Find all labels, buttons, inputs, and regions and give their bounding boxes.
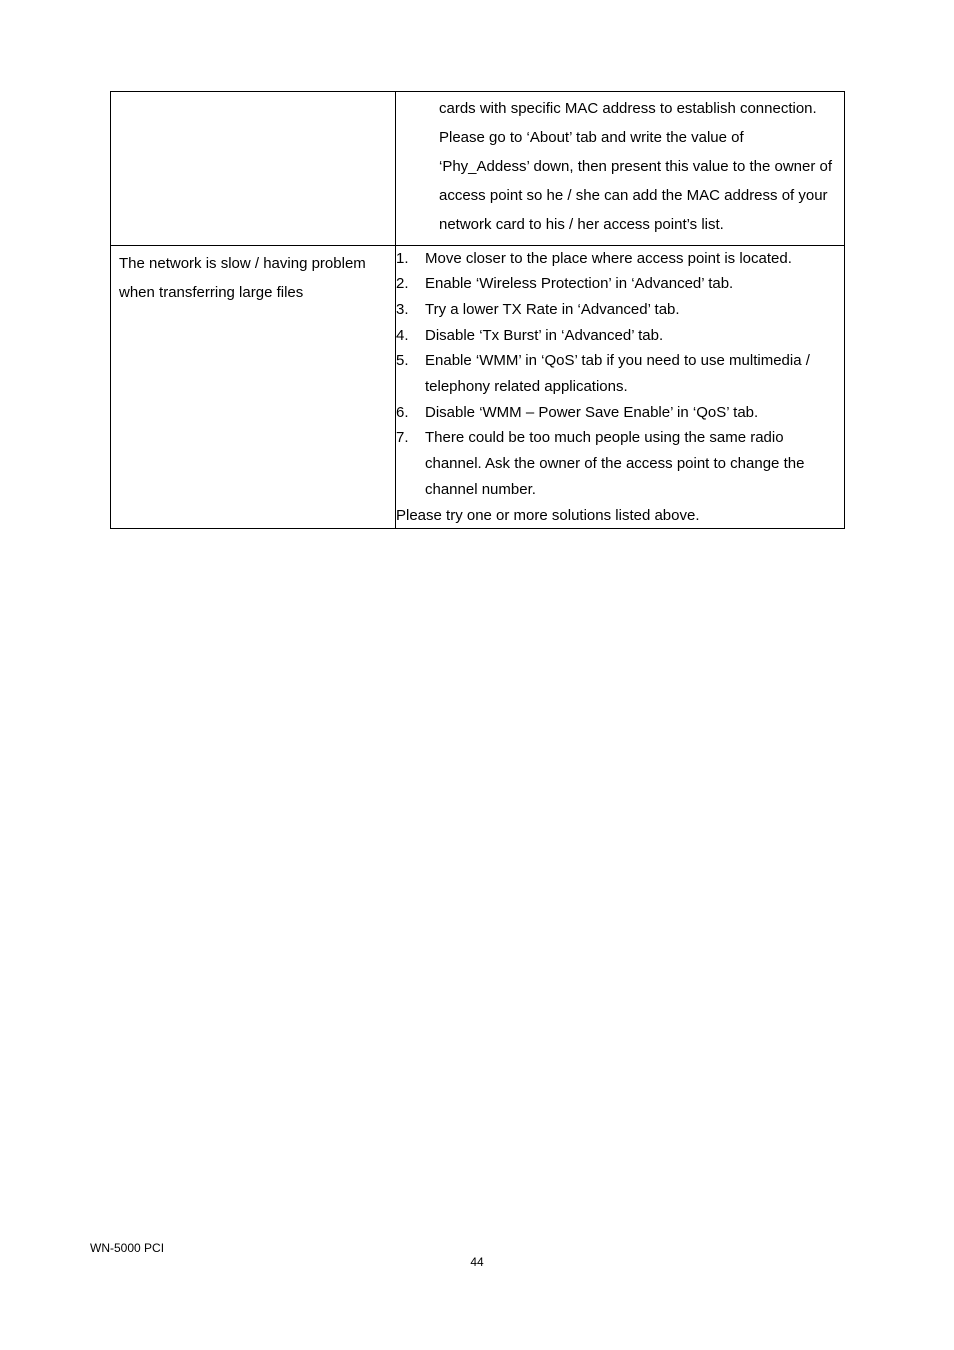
solution-item (396, 323, 844, 349)
solution-text: Try a lower TX Rate in ‘Advanced’ tab. (425, 300, 680, 318)
solution-number: 1. (396, 249, 409, 267)
solution-number: 2. (396, 275, 409, 293)
solution-item (396, 297, 844, 323)
solution-number: 3. (396, 300, 409, 318)
solution-item (396, 425, 844, 502)
solution-item (396, 271, 844, 297)
problem-text (111, 92, 395, 95)
problem-cell (111, 245, 396, 529)
solution-item (396, 246, 844, 272)
solution-text: Move closer to the place where access point is located. (425, 249, 792, 267)
solution-list (396, 246, 844, 503)
solution-text: Enable ‘Wireless Protection’ in ‘Advanced’ tab. (425, 275, 734, 293)
solution-number: 4. (396, 326, 409, 344)
problem-cell-empty (111, 92, 396, 246)
solution-item (396, 400, 844, 426)
solution-number: 5. (396, 352, 409, 370)
problem-text: The network is slow / having problem when transferring large files (119, 254, 366, 301)
solution-cell (396, 245, 845, 529)
solution-item (396, 348, 844, 399)
solution-footer-note: Please try one or more solutions listed above. (396, 506, 700, 524)
solution-text: There could be too much people using the same radio channel. Ask the owner of the access point to change the channel number. (425, 429, 805, 498)
solution-text: Disable ‘Tx Burst’ in ‘Advanced’ tab. (425, 326, 664, 344)
solution-number: 7. (396, 429, 409, 447)
table-row-continued (111, 92, 845, 246)
troubleshooting-table (110, 91, 845, 529)
solution-text-continued: cards with specific MAC address to establish connection. Please go to ‘About’ tab and write the value of ‘Phy_Addess’ down, then present this value to the owner of access point so he / she can add the MAC address of your network card to his / her access point’s list. (439, 100, 833, 233)
page-number: 44 (470, 1255, 484, 1269)
footer-model-name: WN-5000 PCI (90, 1241, 165, 1255)
solution-cell-continued (396, 92, 845, 246)
solution-text: Disable ‘WMM – Power Save Enable’ in ‘QoS’ tab. (425, 403, 759, 421)
solution-number: 6. (396, 403, 409, 421)
solution-text: Enable ‘WMM’ in ‘QoS’ tab if you need to use multimedia / telephony related applications. (425, 352, 810, 396)
table-row-slow-network (111, 245, 845, 529)
